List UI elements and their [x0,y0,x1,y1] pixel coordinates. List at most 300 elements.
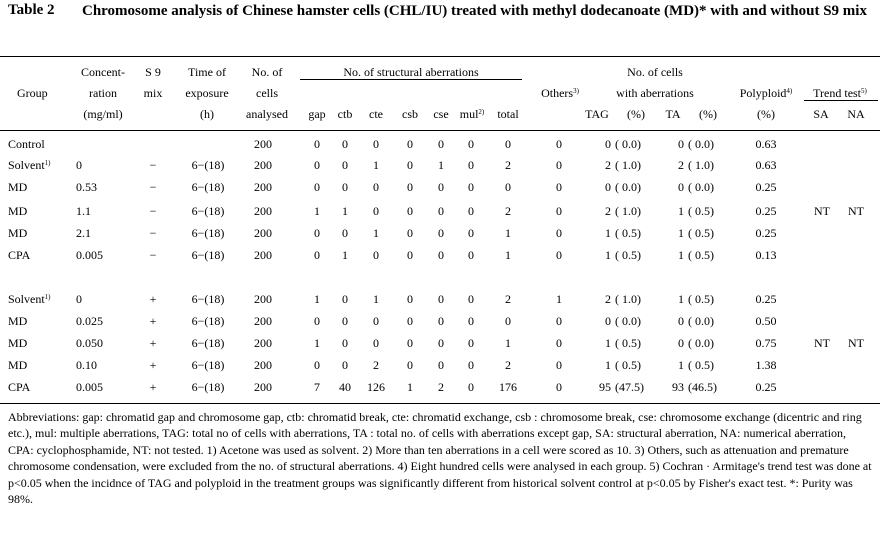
cell-others [556,358,562,373]
cell-csb-value: 0 [407,292,413,306]
cell-tagp [615,358,641,373]
cell-tap [688,158,714,173]
cell-tag-value: 0 [605,137,611,151]
cell-gap-value: 0 [314,248,320,262]
caption-text: Chromosome analysis of Chinese hamster cells (CHL/IU) treated with methyl dodecanoate (MD)* with and without S9 mix [82,3,867,19]
cell-tagp-value: ( 1.0) [615,158,641,172]
cell-group [8,358,27,373]
cell-csb-value: 0 [407,226,413,240]
cell-cells-value: 200 [254,314,272,328]
cell-ctb-value: 1 [342,248,348,262]
cell-tap-value: ( 0.0) [688,137,714,151]
cell-tagp-value: ( 0.0) [615,137,641,151]
cell-total-value: 2 [505,204,511,218]
cell-cells [254,226,272,241]
cell-time-value: 6−(18) [191,336,225,350]
cell-time-value: 6−(18) [191,292,225,306]
cell-na [848,204,864,219]
cell-total [505,204,511,219]
cell-group-note: 1) [44,159,51,167]
cell-tag [605,314,611,329]
cell-tag [605,204,611,219]
cell-cse [438,380,444,395]
cell-ta-value: 93 [672,380,684,394]
cell-mul [468,158,474,173]
cell-total [505,226,511,241]
cell-na-value: NT [848,204,864,218]
cell-tap-value: ( 0.5) [688,204,714,218]
cell-ctb [342,180,348,195]
cell-tap-value: ( 0.5) [688,226,714,240]
cell-time-value: 6−(18) [191,204,225,218]
header-time-2: exposure [185,86,229,100]
cell-tag [605,292,611,307]
cell-csb [407,380,413,395]
cell-mul-value: 0 [468,248,474,262]
cell-gap-value: 0 [314,180,320,194]
cell-tap [688,226,714,241]
header-polyploid-pct: (%) [757,107,775,121]
cell-ta-value: 0 [678,314,684,328]
cell-poly-value: 0.25 [755,204,777,218]
cell-group-value: Solvent [8,158,45,172]
cell-cte [373,158,379,173]
header-s9-1: S 9 [145,65,161,79]
cell-cells-value: 200 [254,380,272,394]
cell-time-value: 6−(18) [191,248,225,262]
cell-cte-value: 0 [373,336,379,350]
cell-gap-value: 0 [314,226,320,240]
cell-tag-value: 2 [605,204,611,218]
cell-tag-value: 1 [605,358,611,372]
header-structural: No. of structural aberrations [343,65,479,79]
cell-s9-value: − [149,180,157,194]
cell-mul [468,358,474,373]
cell-mul [468,248,474,263]
cell-ctb [339,380,351,395]
cell-s9 [150,158,157,173]
cell-cse-value: 0 [438,314,444,328]
cell-tagp-value: ( 1.0) [615,292,641,306]
cell-conc [76,336,103,351]
cell-cse [438,137,444,152]
cell-cells [254,180,272,195]
cell-ta [678,158,684,173]
cell-ta-value: 2 [678,158,684,172]
cell-conc [76,380,103,395]
cell-cells-value: 200 [254,180,272,194]
cell-cte [373,204,379,219]
cell-tag-value: 0 [605,314,611,328]
cell-others-value: 0 [556,137,562,151]
cell-time [192,292,225,307]
cell-s9 [150,226,157,241]
cell-sa [814,204,830,219]
cell-group-value: MD [8,180,28,194]
cell-ta [672,380,684,395]
cell-poly [756,137,777,152]
cell-cte-value: 1 [373,292,379,306]
cell-s9 [150,204,157,219]
cell-tag [605,226,611,241]
cell-tag [599,380,611,395]
cell-tagp [615,336,641,351]
cell-total-value: 1 [505,336,511,350]
cell-others [556,137,562,152]
cell-cte-value: 0 [373,204,379,218]
cell-cte [373,336,379,351]
cell-others-value: 0 [556,248,562,262]
cell-tag [605,180,611,195]
bottom-rule [0,403,880,404]
cell-s9-value: + [149,358,157,372]
cell-csb-value: 0 [407,204,413,218]
cell-cse-value: 0 [438,292,444,306]
header-mul [460,107,485,122]
header-ta: TA [665,107,681,121]
cell-conc [76,180,97,195]
caption-label: Table 2 [8,2,55,18]
trend-underline [804,100,878,101]
cell-time [192,204,225,219]
cell-ta-value: 1 [678,226,684,240]
cell-csb-value: 0 [407,358,413,372]
cell-cells [254,248,272,263]
cell-cte [373,248,379,263]
header-polyploid-note: 4) [786,87,793,95]
cell-s9-value: − [149,226,157,240]
header-conc-3: (mg/ml) [83,107,123,121]
cell-cte-value: 0 [373,314,379,328]
cell-ctb-value: 0 [342,137,348,151]
header-ctb: ctb [337,107,353,121]
cell-time-value: 6−(18) [191,380,225,394]
header-withab-1: No. of cells [627,65,683,79]
cell-ta [678,226,684,241]
cell-gap-value: 1 [314,204,320,218]
cell-time [192,248,225,263]
cell-cells [254,292,272,307]
cell-s9-value: − [149,248,157,262]
cell-mul [468,180,474,195]
cell-cells-value: 200 [254,226,272,240]
cell-gap [314,180,320,195]
top-rule [0,56,880,57]
cell-ta [678,180,684,195]
cell-total-value: 0 [505,180,511,194]
cell-mul [468,336,474,351]
cell-cte [373,314,379,329]
cell-gap-value: 1 [314,336,320,350]
cell-gap-value: 0 [314,158,320,172]
cell-tagp [615,314,641,329]
cell-ctb-value: 0 [342,158,348,172]
cell-cte [373,358,379,373]
cell-tap [688,137,714,152]
cell-group-value: MD [8,336,28,350]
cell-ctb [342,226,348,241]
cell-ta [678,137,684,152]
cell-others [556,292,562,307]
cell-gap [314,314,320,329]
cell-sa [814,336,830,351]
header-group: Group [17,86,48,100]
cell-ctb [342,314,348,329]
cell-cte [373,180,379,195]
cell-cse [438,358,444,373]
cell-poly [756,226,777,241]
cell-ctb-value: 40 [339,380,351,394]
cell-gap [314,292,320,307]
cell-s9 [150,358,157,373]
cell-ta-value: 1 [678,292,684,306]
cell-s9-value: + [149,292,157,306]
cell-time [192,336,225,351]
header-cells-1: No. of [251,65,283,79]
cell-tagp [615,137,641,152]
cell-ctb [342,292,348,307]
cell-cse-value: 0 [438,358,444,372]
cell-mul-value: 0 [468,380,474,394]
cell-csb [407,292,413,307]
cell-group-value: MD [8,204,28,218]
cell-tag [605,358,611,373]
cell-others [556,314,562,329]
cell-cte [367,380,385,395]
cell-others-value: 0 [556,180,562,194]
cell-ctb [342,137,348,152]
cell-csb-value: 0 [407,248,413,262]
cell-tap-value: ( 0.5) [688,358,714,372]
cell-total [505,336,511,351]
cell-tagp [615,180,641,195]
cell-csb [407,336,413,351]
cell-ctb [342,158,348,173]
cell-group-value: MD [8,226,28,240]
cell-others [556,158,562,173]
cell-total-value: 1 [505,226,511,240]
cell-poly-value: 0.63 [755,137,777,151]
cell-conc-value: 0 [76,158,82,172]
cell-mul-value: 0 [468,314,474,328]
cell-group [8,204,27,219]
cell-conc-value: 1.1 [76,204,91,218]
cell-gap [314,204,320,219]
header-others-note: 3) [573,87,579,95]
cell-group [8,336,27,351]
cell-conc-value: 2.1 [76,226,91,240]
cell-ctb [342,336,348,351]
cell-csb [407,248,413,263]
cell-tagp [615,158,641,173]
cell-mul [468,292,474,307]
cell-time-value: 6−(18) [191,158,225,172]
header-total: total [497,107,519,121]
cell-ctb-value: 0 [342,336,348,350]
cell-tagp-value: ( 0.0) [615,314,641,328]
cell-gap [314,226,320,241]
cell-tagp-value: (47.5) [615,380,644,394]
cell-cte-value: 0 [373,180,379,194]
header-gap: gap [308,107,326,121]
cell-tap-value: ( 1.0) [688,158,714,172]
cell-cse [438,292,444,307]
cell-tap [688,314,714,329]
cell-total [505,358,511,373]
header-s9-2: mix [143,86,163,100]
cell-ta-value: 0 [678,137,684,151]
cell-cse [438,180,444,195]
cell-conc-value: 0.53 [76,180,97,194]
cell-tagp-value: ( 1.0) [615,204,641,218]
cell-mul [468,380,474,395]
cell-conc [76,158,82,173]
cell-cse [438,204,444,219]
cell-conc-value: 0 [76,292,82,306]
cell-group [8,292,51,307]
cell-tap [688,358,714,373]
cell-tag [605,137,611,152]
cell-conc-value: 0.005 [76,380,103,394]
cell-group-value: CPA [8,380,31,394]
cell-ta [678,204,684,219]
header-na: NA [847,107,865,121]
cell-time [192,314,225,329]
cell-tagp [615,204,641,219]
cell-poly-value: 0.75 [755,336,777,350]
cell-group [8,226,27,241]
cell-cte [373,226,379,241]
cell-tag-value: 0 [605,180,611,194]
cell-ctb-value: 0 [342,292,348,306]
cell-others [556,248,562,263]
cell-ta [678,292,684,307]
cell-tap [688,180,714,195]
cell-csb-value: 0 [407,314,413,328]
cell-poly-value: 0.25 [755,180,777,194]
cell-gap-value: 7 [314,380,320,394]
cell-cte-value: 2 [373,358,379,372]
cell-s9-value: + [149,314,157,328]
cell-ctb-value: 0 [342,180,348,194]
cell-cells [254,380,272,395]
cell-ta-value: 0 [678,180,684,194]
cell-others-value: 0 [556,358,562,372]
cell-tagp [615,292,641,307]
cell-conc-value: 0.10 [76,358,97,372]
cell-total [505,314,511,329]
cell-poly-value: 0.13 [755,248,777,262]
cell-group [8,158,51,173]
cell-poly [756,314,777,329]
cell-cse-value: 0 [438,248,444,262]
cell-total-value: 1 [505,248,511,262]
cell-ta [678,336,684,351]
cell-total-value: 2 [505,358,511,372]
cell-group-value: CPA [8,248,31,262]
cell-time-value: 6−(18) [191,314,225,328]
cell-mul-value: 0 [468,158,474,172]
cell-time [192,158,225,173]
cell-ctb-value: 0 [342,358,348,372]
cell-poly [756,380,777,395]
cell-tag-value: 1 [605,226,611,240]
cell-tap-value: ( 0.5) [688,248,714,262]
header-time-3: (h) [200,107,214,121]
header-trend [813,86,867,101]
cell-total [505,248,511,263]
cell-s9 [150,314,157,329]
cell-group-value: Solvent [8,292,45,306]
header-mul-label: mul [459,107,479,121]
cell-cse [438,158,444,173]
header-tag: TAG [585,107,609,121]
cell-mul-value: 0 [468,180,474,194]
header-cte: cte [369,107,383,121]
cell-cells [254,137,272,152]
cell-tagp-value: ( 0.5) [615,358,641,372]
cell-conc [76,314,103,329]
cell-cells [254,158,272,173]
cell-mul-value: 0 [468,137,474,151]
cell-s9 [150,180,157,195]
cell-group-value: Control [8,137,45,151]
cell-others [556,380,562,395]
cell-time [192,358,225,373]
cell-cells-value: 200 [254,248,272,262]
cell-s9 [150,292,157,307]
cell-csb-value: 0 [407,336,413,350]
cell-cse-value: 0 [438,137,444,151]
cell-csb [407,204,413,219]
cell-tap [688,336,714,351]
cell-csb-value: 0 [407,137,413,151]
cell-cells-value: 200 [254,158,272,172]
header-cells-2: cells [256,86,278,100]
cell-mul-value: 0 [468,204,474,218]
cell-sa-value: NT [814,336,830,350]
cell-conc [76,358,97,373]
cell-mul [468,314,474,329]
cell-gap [314,248,320,263]
cell-gap-value: 1 [314,292,320,306]
header-csb: csb [402,107,418,121]
cell-tagp [615,380,644,395]
cell-ta-value: 1 [678,204,684,218]
cell-ctb [342,204,348,219]
cell-cells-value: 200 [254,137,272,151]
cell-tag-value: 95 [599,380,611,394]
cell-poly [756,180,777,195]
header-tag-pct: (%) [627,107,645,121]
header-withab-2: with aberrations [616,86,694,100]
cell-total [505,158,511,173]
cell-cells-value: 200 [254,358,272,372]
cell-ta-value: 1 [678,248,684,262]
cell-ctb-value: 0 [342,314,348,328]
cell-poly-value: 0.25 [755,292,777,306]
cell-others-value: 0 [556,204,562,218]
cell-conc-value: 0.025 [76,314,103,328]
cell-gap-value: 0 [314,358,320,372]
cell-na-value: NT [848,336,864,350]
cell-others-value: 0 [556,336,562,350]
cell-csb [407,180,413,195]
cell-cse-value: 0 [438,204,444,218]
header-conc-1: Concent- [81,65,125,79]
cell-s9-value: − [149,204,157,218]
cell-ta [678,248,684,263]
